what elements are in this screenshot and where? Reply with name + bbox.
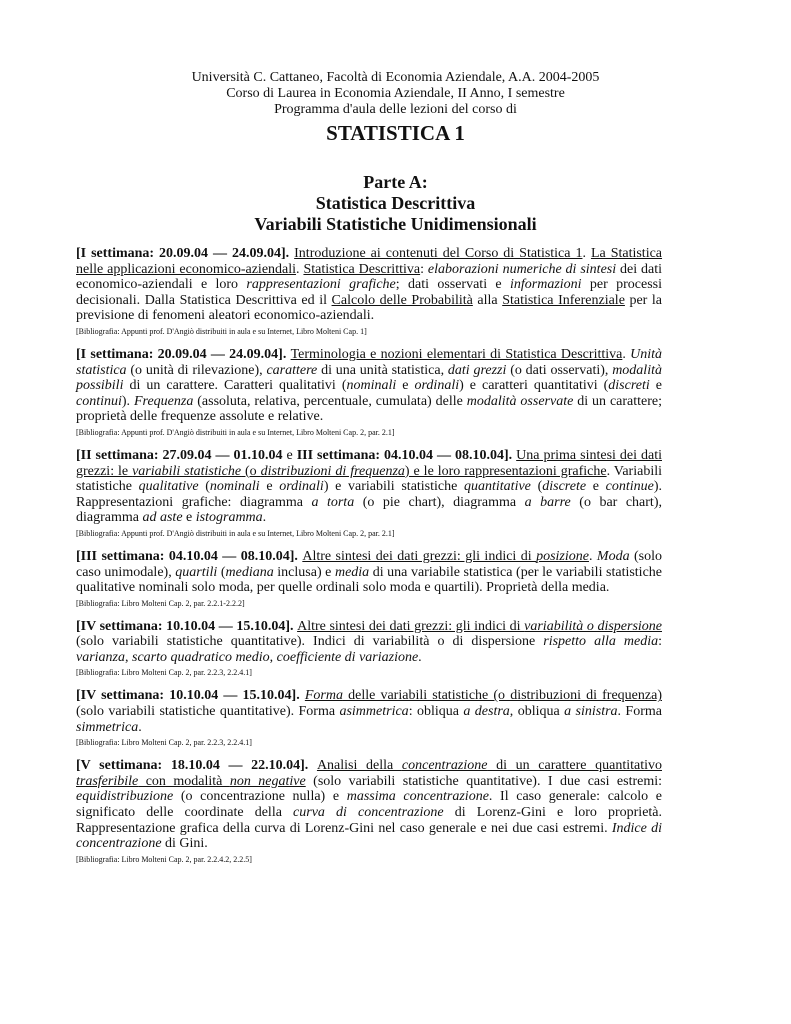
entry-text: a torta (311, 494, 355, 510)
entry-text: Analisi della (316, 758, 402, 774)
entry-text: (o pie chart), diagramma (354, 494, 525, 510)
degree-line: Corso di Laurea in Economia Aziendale, II Anno, I semestre (226, 86, 565, 101)
entry-text: ad aste (142, 510, 183, 526)
syllabus-entry (76, 347, 662, 438)
entry-text: e (649, 378, 663, 394)
entry-text: per la previsione di fenomeni aleatori economico-aziendali. (76, 292, 662, 324)
part-title: Statistica Descrittiva (315, 193, 476, 213)
syllabus-entry (76, 758, 662, 865)
entry-text: ; dati osservati e (395, 277, 510, 293)
entry-text: rappresentazioni grafiche (246, 277, 396, 293)
entry-text: non negative (229, 773, 306, 789)
entry-text: informazioni (509, 277, 582, 293)
entry-text: . Variabili statistiche (76, 463, 662, 495)
entry-text: dati grezzi (447, 362, 507, 378)
entry-text: [IV settimana: 10.10.04 — 15.10.04]. (76, 688, 305, 704)
entry-text: rispetto alla media (543, 634, 659, 650)
entry-text: e (259, 479, 280, 495)
entry-text: ) e le loro rappresentazioni grafiche (404, 463, 607, 479)
entry-text: coefficiente di variazione (276, 649, 419, 665)
entry-text: quantitative (464, 479, 531, 495)
entry-text: continui (76, 393, 122, 409)
entry-text: nominali (346, 378, 397, 394)
entry-text: equidistribuzione (76, 789, 174, 805)
entry-text: ) e variabili statistiche (323, 479, 465, 495)
syllabus-entry (76, 619, 662, 679)
part-heading (0, 172, 791, 235)
entry-text: . (418, 649, 422, 665)
entry-text: Forma (304, 688, 343, 704)
entry-text: delle variabili statistiche (o distribuzioni di frequenza) (342, 688, 662, 704)
entry-text: . (296, 261, 304, 277)
entry-text: Statistica Inferenziale (502, 292, 625, 308)
entry-text: (solo variabili statistiche quantitative). Indici di variabilità o di dispersione (76, 634, 544, 650)
entry-text: . (582, 246, 591, 261)
entry-text: ordinali (414, 378, 460, 394)
entry-text: curva di concentrazione (293, 805, 444, 821)
entry-text: di un carattere. Caratteri qualitativi ( (123, 378, 347, 394)
entry-text: , (269, 649, 277, 665)
entry-text: e (182, 510, 196, 526)
entry-text: di Lorenz-Gini e loro proprietà. Rappresentazione grafica della curva di Lorenz-Gini nel caso generale e nei due casi estremi. (76, 805, 663, 836)
syllabus-entry (76, 448, 662, 539)
syllabus-entry (76, 688, 662, 748)
entry-text: (solo caso unimodale), (76, 548, 663, 580)
entry-text: (assoluta, relativa, percentuale, cumulata) delle (193, 393, 467, 409)
entry-text: ( (530, 479, 543, 495)
bibliography-note: [Bibliografia: Libro Molteni Cap. 2, par. 2.2.4.2, 2.2.5] (76, 854, 252, 864)
entry-text: discreti (608, 378, 650, 394)
entry-text: di un carattere quantitativo (487, 758, 662, 774)
entry-text: Calcolo delle Probabilità (331, 292, 473, 308)
program-line: Programma d'aula delle lezioni del corso di (274, 102, 517, 117)
bibliography-note: [Bibliografia: Libro Molteni Cap. 2, par. 2.2.3, 2.2.4.1] (76, 668, 252, 678)
entry-text: ordinali (279, 479, 324, 495)
entry-text: : obliqua (408, 704, 464, 720)
entry-text: nominali (209, 479, 260, 495)
entry-text: inclusa) e (273, 564, 335, 580)
document-header (0, 70, 791, 146)
entry-text: alla (472, 292, 503, 308)
entry-text: [I settimana: 20.09.04 — 24.09.04]. (76, 246, 295, 261)
entry-text: concentrazione (401, 758, 488, 774)
entry-text: scarto quadratico medio (132, 649, 270, 665)
entry-text: Una prima sintesi dei dati grezzi: le (76, 447, 662, 479)
entry-text: Terminologia e nozioni elementari di Statistica Descrittiva (290, 346, 623, 362)
bibliography-note: [Bibliografia: Libro Molteni Cap. 2, par. 2.2.1-2.2.2] (76, 598, 245, 608)
entry-text: trasferibile (76, 773, 139, 789)
entry-text: (solo variabili statistiche quantitative). I due casi estremi: (305, 773, 663, 789)
entry-text: quartili (175, 564, 218, 580)
entry-text: . (622, 346, 631, 362)
entry-text: e (586, 479, 606, 495)
bibliography-note: [Bibliografia: Appunti prof. D'Angiò distribuiti in aula e su Internet, Libro Molteni Cap. 2, par. 2.1] (76, 528, 395, 538)
entry-text: Frequenza (133, 393, 194, 409)
entry-text: . (262, 510, 267, 526)
entry-text: Unità statistica (76, 346, 663, 378)
entry-text: media (334, 564, 370, 580)
entry-text: ( (198, 479, 210, 495)
entry-text: variabili statistiche (132, 463, 242, 479)
entry-text: discrete (542, 479, 587, 495)
entry-text: [III settimana: 04.10.04 — 08.10.04]. (76, 548, 303, 564)
entry-text: mediana (225, 564, 274, 580)
entry-text: di Gini. (161, 836, 208, 852)
entry-text: Altre sintesi dei dati grezzi: gli indici di (297, 618, 525, 634)
entry-text: Introduzione ai contenuti del Corso di Statistica 1 (294, 246, 583, 261)
entry-text: di una variabile statistica (per le variabili statistiche qualitative nominali solo moda, per quelle ordinali solo moda e quartili). Proprietà della media. (76, 564, 663, 596)
entry-text: [IV settimana: 10.10.04 — 15.10.04]. (76, 618, 298, 634)
entry-text: (o dati osservati), (506, 362, 613, 378)
entry-text: ) e caratteri quantitativi ( (459, 378, 609, 394)
entry-text: III settimana: 04.10.04 — 08.10.04]. (296, 447, 517, 463)
entry-text: asimmetrica (339, 704, 409, 720)
entry-text: per processi decisionali. Dalla Statistica Descrittiva ed il (76, 277, 662, 308)
syllabus-entries (76, 246, 662, 875)
entry-text: ( (217, 564, 226, 580)
part-label: Parte A: (363, 172, 428, 192)
entry-text: [I settimana: 20.09.04 — 24.09.04]. (76, 346, 291, 362)
entry-text: massima concentrazione (346, 789, 489, 805)
entry-text: . Forma (617, 704, 662, 720)
entry-text: Moda (596, 548, 630, 564)
entry-text: distribuzioni di frequenza (260, 463, 405, 479)
entry-text: continue (605, 479, 654, 495)
entry-text: e (396, 378, 415, 394)
entry-text: (solo variabili statistiche quantitative). Forma (76, 704, 340, 720)
entry-text: ). Rappresentazioni grafiche: diagramma (76, 479, 662, 510)
university-line: Università C. Cattaneo, Facoltà di Economia Aziendale, A.A. 2004-2005 (191, 70, 600, 85)
entry-text: Altre sintesi dei dati grezzi: gli indici di (302, 548, 537, 564)
part-subtitle: Variabili Statistiche Unidimensionali (254, 214, 537, 234)
entry-text: dei dati economico-aziendali e loro (76, 261, 663, 293)
entry-text: : (420, 261, 428, 277)
entry-text: istogramma (195, 510, 263, 526)
entry-text: elaborazioni numeriche di sintesi (427, 261, 617, 277)
entry-text: (o unità di rilevazione), (126, 362, 267, 378)
entry-text: . (588, 548, 597, 564)
entry-text: carattere (266, 362, 318, 378)
entry-text: Indice di concentrazione (76, 820, 662, 852)
syllabus-entry (76, 549, 662, 609)
entry-text: a barre (524, 494, 571, 510)
course-title: STATISTICA 1 (326, 121, 465, 145)
entry-text: a sinistra (564, 704, 618, 720)
bibliography-note: [Bibliografia: Libro Molteni Cap. 2, par. 2.2.3, 2.2.4.1] (76, 738, 252, 748)
entry-text: simmetrica (76, 719, 139, 735)
entry-text: varianza (76, 649, 125, 665)
entry-text: , (125, 649, 132, 665)
entry-text: , obliqua (509, 704, 565, 720)
entry-text: ). (121, 393, 134, 409)
entry-text: (o (241, 463, 261, 479)
entry-text: variabilità o dispersione (524, 618, 662, 634)
entry-text: e (282, 447, 297, 463)
entry-text: (o bar chart), diagramma (76, 494, 662, 526)
entry-text: : (658, 634, 662, 650)
entry-text: modalità possibili (76, 362, 662, 394)
entry-text: con modalità (138, 773, 230, 789)
entry-text: . (138, 719, 142, 735)
entry-text: [II settimana: 27.09.04 — 01.10.04 (76, 447, 283, 463)
entry-text: (o concentrazione nulla) e (173, 789, 347, 805)
entry-text: qualitative (138, 479, 199, 495)
entry-text: modalità osservate (466, 393, 574, 409)
entry-text: di una unità statistica, (317, 362, 448, 378)
entry-text: La Statistica nelle applicazioni economico-aziendali (76, 246, 663, 277)
syllabus-entry (76, 246, 662, 337)
entry-text: [V settimana: 18.10.04 — 22.10.04]. (76, 758, 317, 774)
entry-text: a destra (463, 704, 510, 720)
entry-text: posizione (536, 548, 589, 564)
entry-text: Statistica Descrittiva (303, 261, 421, 277)
entry-text: di un carattere; proprietà delle frequenze assolute e relative. (76, 393, 663, 425)
bibliography-note: [Bibliografia: Appunti prof. D'Angiò distribuiti in aula e su Internet, Libro Molteni Cap. 2, par. 2.1] (76, 427, 395, 437)
bibliography-note: [Bibliografia: Appunti prof. D'Angiò distribuiti in aula e su Internet, Libro Molteni Cap. 1] (76, 326, 367, 336)
entry-text: . Il caso generale: calcolo e significato delle coordinate della (76, 789, 662, 821)
